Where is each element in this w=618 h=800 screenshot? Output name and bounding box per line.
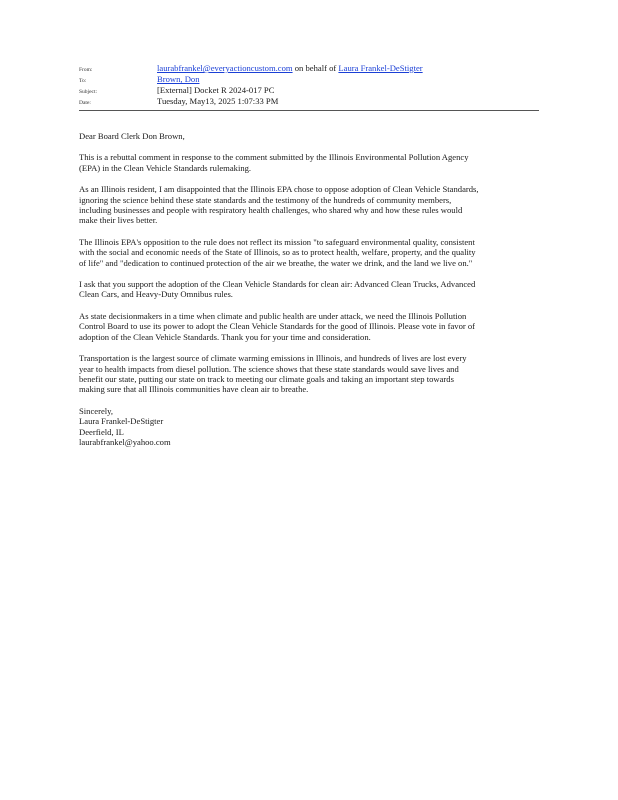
header-divider [79,110,539,111]
from-row [79,62,539,73]
paragraph-line: of life" and "dedication to continued protection of the air we breathe, the water we drink, and the land we live on." [79,257,473,268]
body-paragraph [79,353,534,395]
email-header [79,62,539,106]
email-body [79,131,534,447]
body-paragraph [79,311,534,342]
body-paragraph [79,184,534,226]
subject-row [79,84,539,95]
signature-name: Laura Frankel-DeStigter [79,416,164,427]
date-row [79,95,539,106]
paragraph-line: Transportation is the largest source of climate warming emissions in Illinois, and hundreds of lives are lost every [79,353,467,364]
from-separator: on behalf of [292,63,339,73]
paragraph-line: year to health impacts from diesel pollution. The science shows that these state standards would save lives and [79,363,459,374]
paragraph-line: including businesses and people with respiratory health challenges, who shared why and how these rules would [79,205,463,216]
body-paragraphs [79,152,534,394]
paragraph-line: As an Illinois resident, I am disappointed that the Illinois EPA chose to oppose adoption of Clean Vehicle Standards, [79,184,479,195]
from-value [157,63,423,73]
subject-value: [External] Docket R 2024-017 PC [157,85,275,95]
to-recipient-link[interactable]: Brown, Don [157,74,200,84]
paragraph-line: benefit our state, putting our state on track to meeting our climate goals and taking an important step towards [79,373,454,384]
signature-closing: Sincerely, [79,405,114,416]
to-label: To: [79,78,87,84]
paragraph-line: As state decisionmakers in a time when climate and public health are under attack, we need the Illinois Pollution [79,310,467,321]
salutation: Dear Board Clerk Don Brown, [79,131,185,141]
paragraph-line: adoption of the Clean Vehicle Standards. Thank you for your time and consideration. [79,331,371,342]
paragraph-line: (EPA) in the Clean Vehicle Standards rulemaking. [79,162,252,173]
body-paragraph [79,237,534,268]
paragraph-line: I ask that you support the adoption of the Clean Vehicle Standards for clean air: Advanced Clean Trucks, Advanced [79,279,476,290]
body-paragraph [79,152,534,173]
paragraph-line: Control Board to use its power to adopt the Clean Vehicle Standards for the good of Illinois. Please vote in favor of [79,321,476,332]
paragraph-line: This is a rebuttal comment in response to the comment submitted by the Illinois Environmental Pollution Agency [79,152,469,163]
paragraph-line: Clean Cars, and Heavy-Duty Omnibus rules. [79,289,233,300]
body-paragraph [79,279,534,300]
signature-location: Deerfield, IL [79,426,124,437]
paragraph-line: with the social and economic needs of the State of Illinois, so as to protect health, welfare, property, and the quality [79,247,476,258]
from-label: From: [79,67,93,73]
paragraph-line: The Illinois EPA's opposition to the rule does not reflect its mission "to safeguard environmental quality, consistent [79,236,475,247]
date-label: Date: [79,100,91,106]
subject-label: Subject: [79,89,98,95]
from-email-link[interactable]: laurabfrankel@everyactioncustom.com [157,63,293,73]
from-name-link[interactable]: Laura Frankel-DeStigter [338,63,423,73]
signature-block [79,406,534,448]
date-value: Tuesday, May13, 2025 1:07:33 PM [157,96,279,106]
to-row [79,73,539,84]
paragraph-line: make their lives better. [79,215,158,226]
paragraph-line: ignoring the science behind these state standards and the testimony of the hundreds of community members, [79,194,452,205]
paragraph-line: making sure that all Illinois communities have clean air to breathe. [79,384,309,395]
signature-email: laurabfrankel@yahoo.com [79,436,171,447]
